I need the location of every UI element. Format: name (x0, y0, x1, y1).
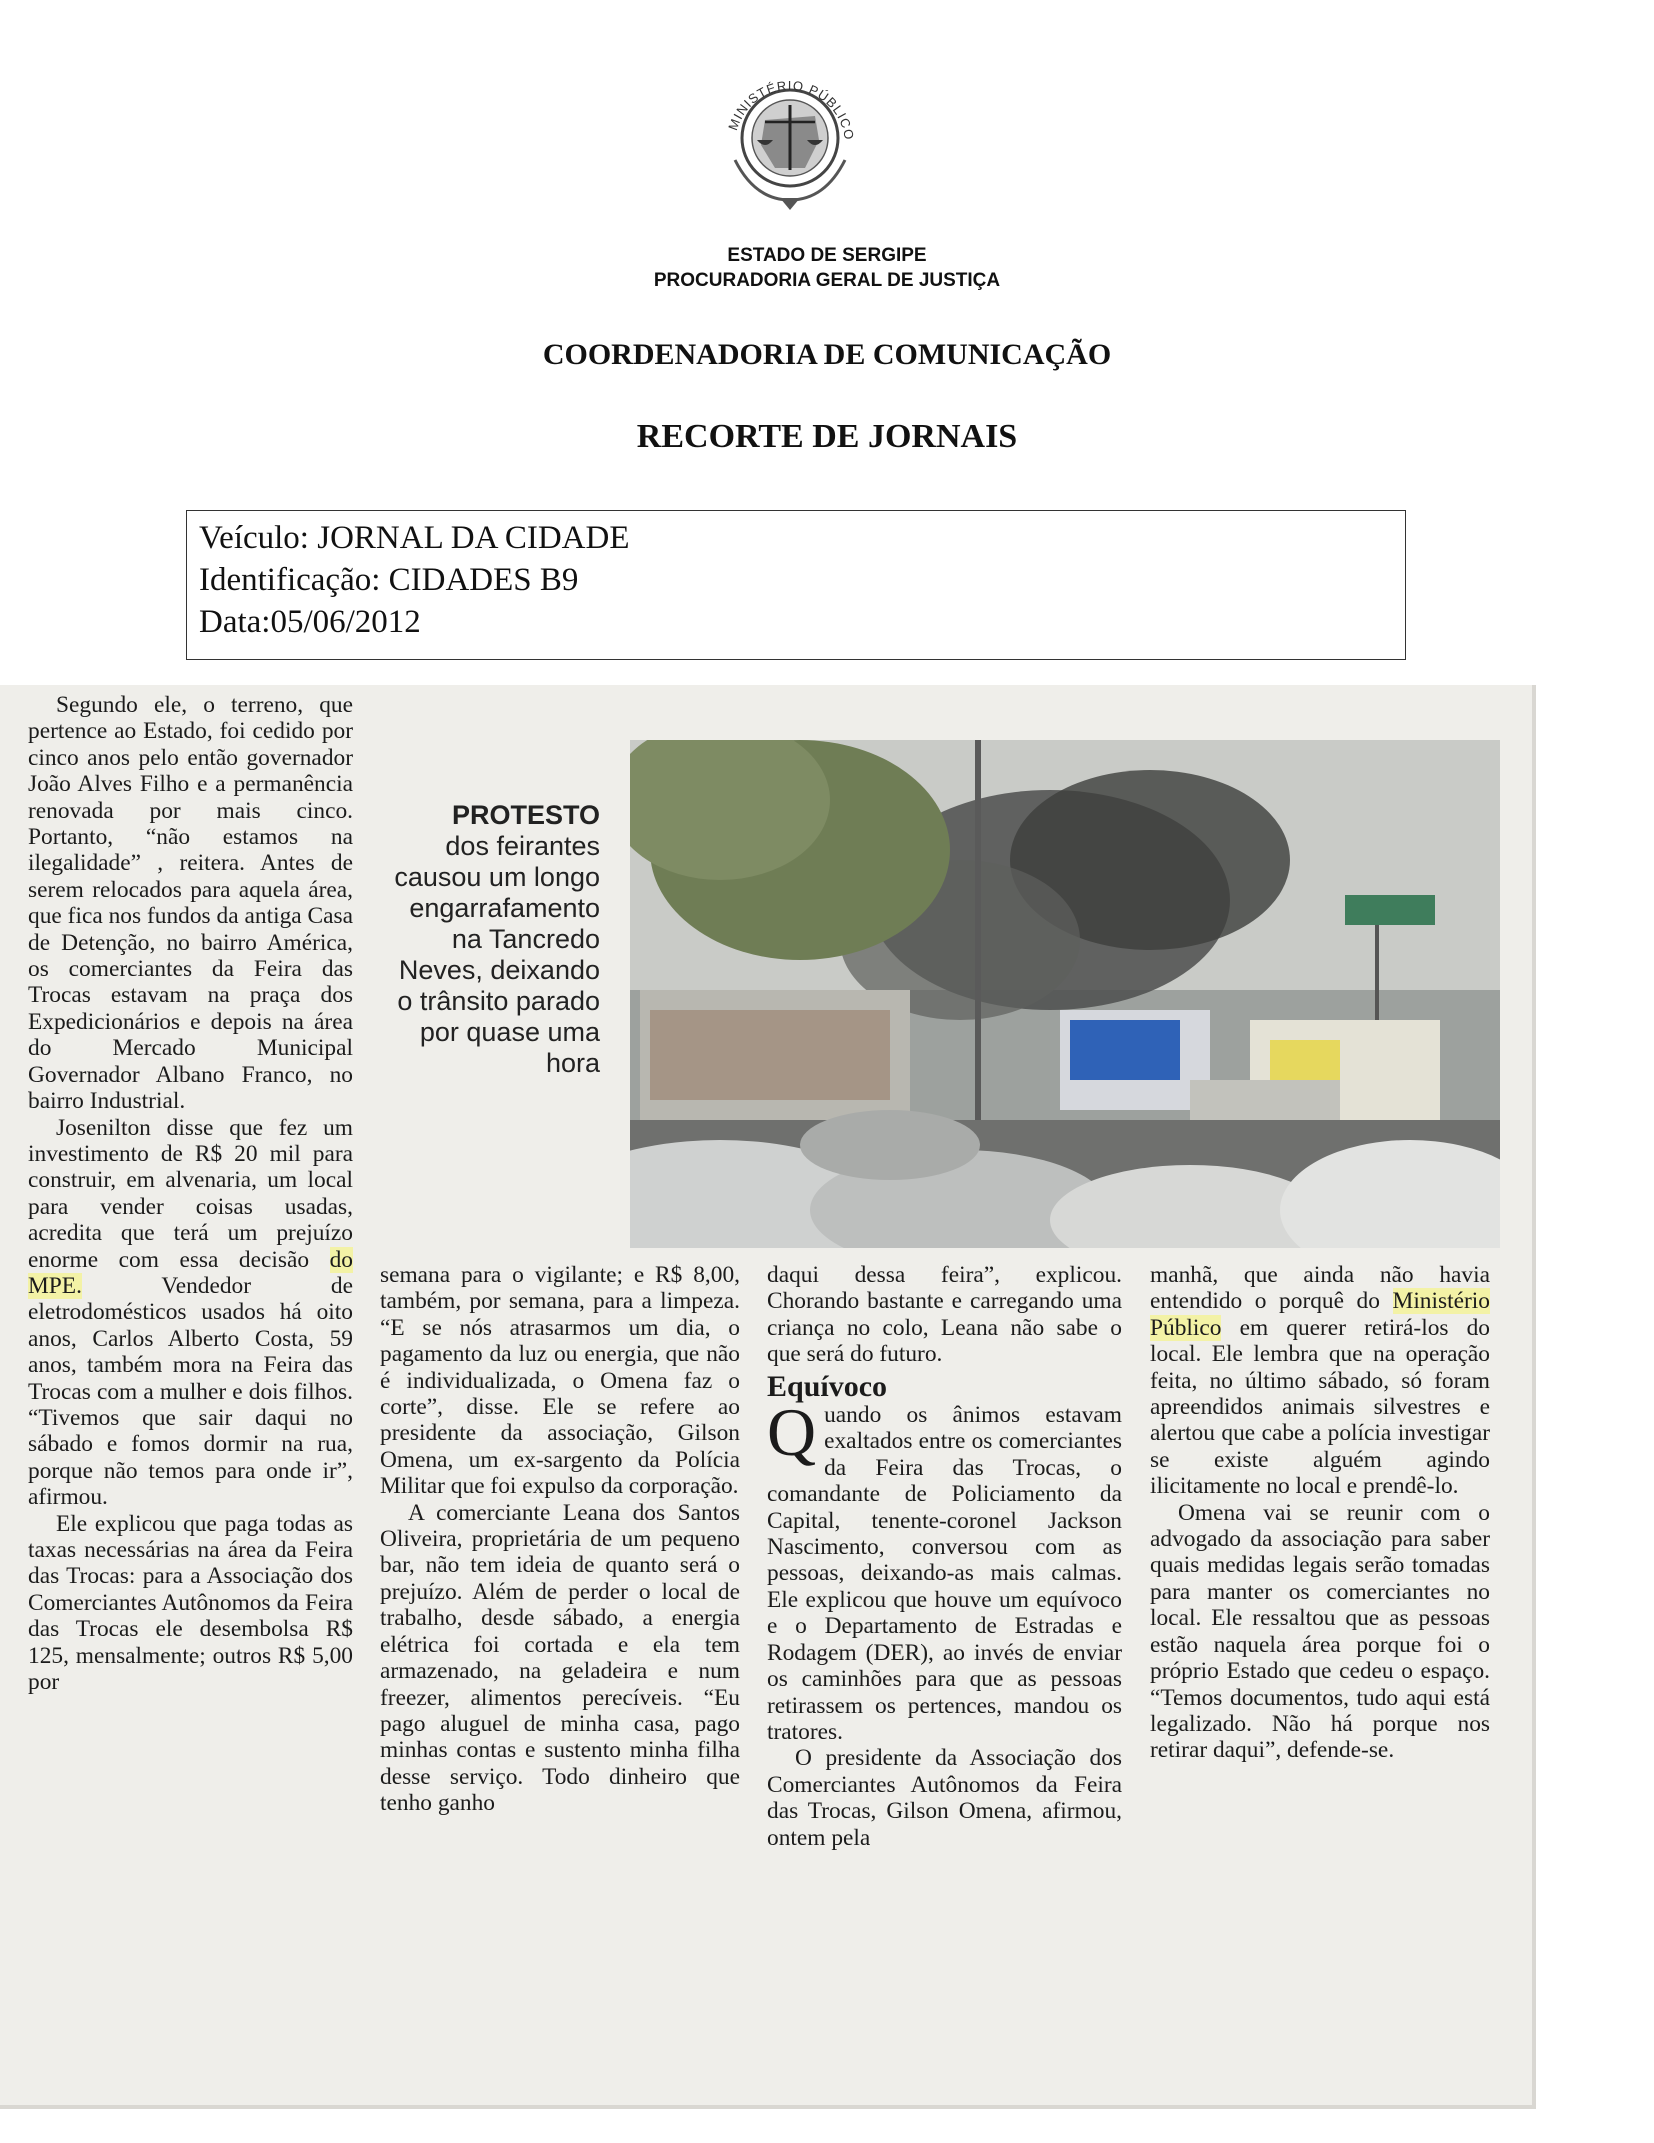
caption-bold: PROTESTO (451, 800, 600, 830)
svg-text:MINISTÉRIO PÚBLICO: MINISTÉRIO PÚBLICO (725, 77, 857, 142)
article-column-3 (767, 1262, 1122, 1851)
col2-paragraph: semana para o vigilante; e R$ 8,00, também, por semana, para a limpeza. “E se nós atrasarmos um dia, o pagamento da luz ou energia, que não é individualizada, o Omena faz o corte”, disse. Ele se refere ao presidente da associação, Gilson Omena, um ex-sargento da Polícia Militar que foi expulso da corporação. (380, 1262, 740, 1500)
col1-paragraph: Josenilton disse que fez um investimento de R$ 20 mil para construir, em alvenaria, um local para vender coisas usadas, acredita que terá um prejuízo enorme com essa decisão do MPE. Vendedor de eletrodomésticos usados há oito anos, Carlos Alberto Costa, 59 anos, também mora na Feira das Trocas com a mulher e dois filhos. “Tivemos que sair daqui no sábado e fomos dormir na rua, porque não temos para onde ir”, afirmou. (28, 1114, 353, 1511)
identification-line: Identificação: CIDADES B9 (199, 562, 579, 598)
col4-paragraph: Omena vai se reunir com o advogado da associação para saber quais medidas legais serão tomadas para manter os comerciantes no local. Ele ressaltou que as pessoas estão naquela área porque foi o próprio Estado que cedeu o espaço. “Temos documentos, tudo aqui está legalizado. Não há porque nos retirar daqui”, defende-se. (1150, 1499, 1490, 1764)
date-line: Data:05/06/2012 (199, 604, 421, 640)
ministerio-publico-seal (695, 50, 885, 220)
col2-paragraph: A comerciante Leana dos Santos Oliveira, proprietária de um pequeno bar, não tem ideia de quanto será o prejuízo. Além de perder o local de trabalho, desde sábado, a energia elétrica foi cortada e ela tem armazenado, na geladeira e num freezer, alimentos perecíveis. “Eu pago aluguel de minha casa, pago minhas contas e sustento minha filha desse serviço. Todo dinheiro que tenho ganho (380, 1499, 740, 1817)
col3-paragraph: O presidente da Associação dos Comerciantes Autônomos da Feira das Trocas, Gilson Omena, afirmou, ontem pela (767, 1745, 1122, 1851)
section-title: RECORTE DE JORNAIS (636, 418, 1018, 455)
state-name: ESTADO DE SERGIPE (727, 245, 927, 266)
drop-cap: Q (767, 1394, 817, 1471)
coordination-title: COORDENADORIA DE COMUNICAÇÃO (542, 338, 1112, 371)
photo-caption (380, 800, 600, 1079)
article-column-1 (28, 692, 353, 1695)
clipping-info-box (186, 510, 1406, 660)
traffic-protest-photo (630, 740, 1500, 1248)
subheading-equivoco: Equívoco (767, 1369, 888, 1403)
caption-text: dos feirantes causou um longo engarrafamento na Tancredo Neves, deixando o trânsito parado por quase uma hora (394, 831, 600, 1078)
col3-paragraph: Quando os ânimos estavam exaltados entre os comerciantes da Feira das Trocas, o comandante de Policiamento da Capital, tenente-coronel Jackson Nascimento, conversou com as pessoas, deixando-as mais calmas. Ele explicou que houve um equívoco e o Departamento de Estradas e Rodagem (DER), ao invés de enviar os caminhões para que as pessoas retirassem os pertences, mandou os tratores. (767, 1394, 1122, 1745)
mpe-highlight: do MPE. (28, 1246, 353, 1299)
col1-paragraph: Ele explicou que paga todas as taxas necessárias na área da Feira das Trocas: para a Associação dos Comerciantes Autônomos da Feira das Trocas ele desembolsa R$ 125, mensalmente; outros R$ 5,00 por (28, 1510, 353, 1696)
col3-paragraph: daqui dessa feira”, explicou. Chorando bastante e carregando uma criança no colo, Leana não sabe o que será do futuro. (767, 1262, 1122, 1368)
ministerio-publico-highlight: Ministério Público (1150, 1288, 1490, 1341)
article-column-4 (1150, 1262, 1490, 1764)
vehicle-line: Veículo: JORNAL DA CIDADE (199, 520, 630, 556)
office-name: PROCURADORIA GERAL DE JUSTIÇA (653, 270, 1001, 291)
article-column-2 (380, 1262, 740, 1817)
col1-paragraph: Segundo ele, o terreno, que pertence ao Estado, foi cedido por cinco anos pelo então governador João Alves Filho e a permanência renovada por mais cinco. Portanto, “não estamos na ilegalidade” , reitera. Antes de serem relocados para aquela área, que fica nos fundos da antiga Casa de Detenção, no bairro América, os comerciantes da Feira das Trocas estavam na praça dos Expedicionários e depois na área do Mercado Municipal Governador Albano Franco, no bairro Industrial. (28, 692, 353, 1115)
col4-paragraph: manhã, que ainda não havia entendido o porquê do Ministério Público em querer retirá-los do local. Ele lembra que na operação feita, no último sábado, só foram apreendidos animais silvestres e alertou que cabe a polícia investigar se existe alguém agindo ilicitamente no local e prendê-lo. (1150, 1262, 1490, 1500)
